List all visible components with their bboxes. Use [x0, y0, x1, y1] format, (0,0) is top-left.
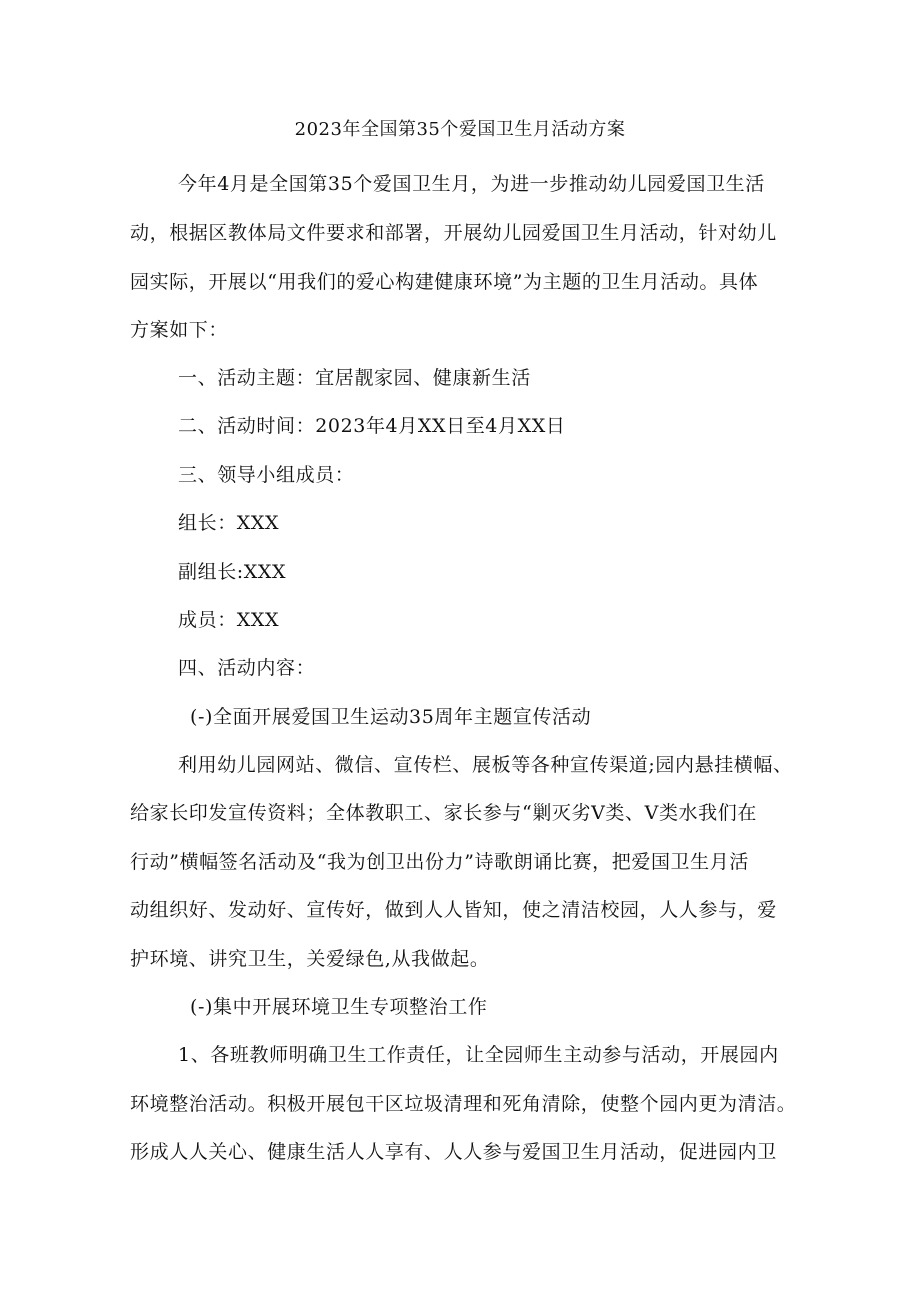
paragraph-line: 1、各班教师明确卫生工作责任，让全园师生主动参与活动，开展园内 — [178, 1044, 779, 1066]
subsection-heading: (-)全面开展爱国卫生运动35周年主题宣传活动 — [190, 706, 592, 728]
subsection-heading: (-)集中开展环境卫生专项整治工作 — [190, 996, 488, 1018]
section-heading-time: 二、活动时间：2023年4月XX日至4月XX日 — [178, 415, 566, 437]
leader-item: 组长：XXX — [178, 512, 280, 534]
section-heading-theme: 一、活动主题：宜居靓家园、健康新生活 — [178, 367, 531, 389]
paragraph-line: 环境整治活动。积极开展包干区垃圾清理和死角清除，使整个园内更为清洁。 — [130, 1093, 797, 1115]
paragraph-line: 形成人人关心、健康生活人人享有、人人参与爱国卫生月活动，促进园内卫 — [130, 1141, 777, 1163]
paragraph-line: 行动”横幅签名活动及“我为创卫出份力”诗歌朗诵比赛，把爱国卫生月活 — [130, 851, 749, 873]
paragraph-line: 给家长印发宣传资料；全体教职工、家长参与“剿灭劣V类、V类水我们在 — [130, 802, 757, 824]
paragraph-line: 动，根据区教体局文件要求和部署，开展幼儿园爱国卫生月活动，针对幼儿 — [130, 222, 777, 244]
leader-item: 副组长:XXX — [178, 561, 287, 583]
paragraph-line: 园实际，开展以“用我们的爱心构建健康环境”为主题的卫生月活动。具体 — [130, 271, 759, 293]
document-title: 2023年全国第35个爱国卫生月活动方案 — [294, 119, 626, 140]
leader-item: 成员：XXX — [178, 609, 280, 631]
section-heading-leaders: 三、领导小组成员： — [178, 464, 355, 486]
paragraph-line: 护环境、讲究卫生，关爱绿色,从我做起。 — [130, 948, 490, 970]
paragraph-line: 动组织好、发动好、宣传好，做到人人皆知，使之清洁校园，人人参与，爱 — [130, 899, 777, 921]
paragraph-line: 今年4月是全国第35个爱国卫生月，为进一步推动幼儿园爱国卫生活 — [178, 173, 765, 195]
section-heading-content: 四、活动内容： — [178, 657, 316, 679]
paragraph-line: 方案如下： — [130, 319, 229, 341]
paragraph-line: 利用幼儿园网站、微信、宣传栏、展板等各种宣传渠道;园内悬挂横幅、 — [178, 754, 793, 776]
